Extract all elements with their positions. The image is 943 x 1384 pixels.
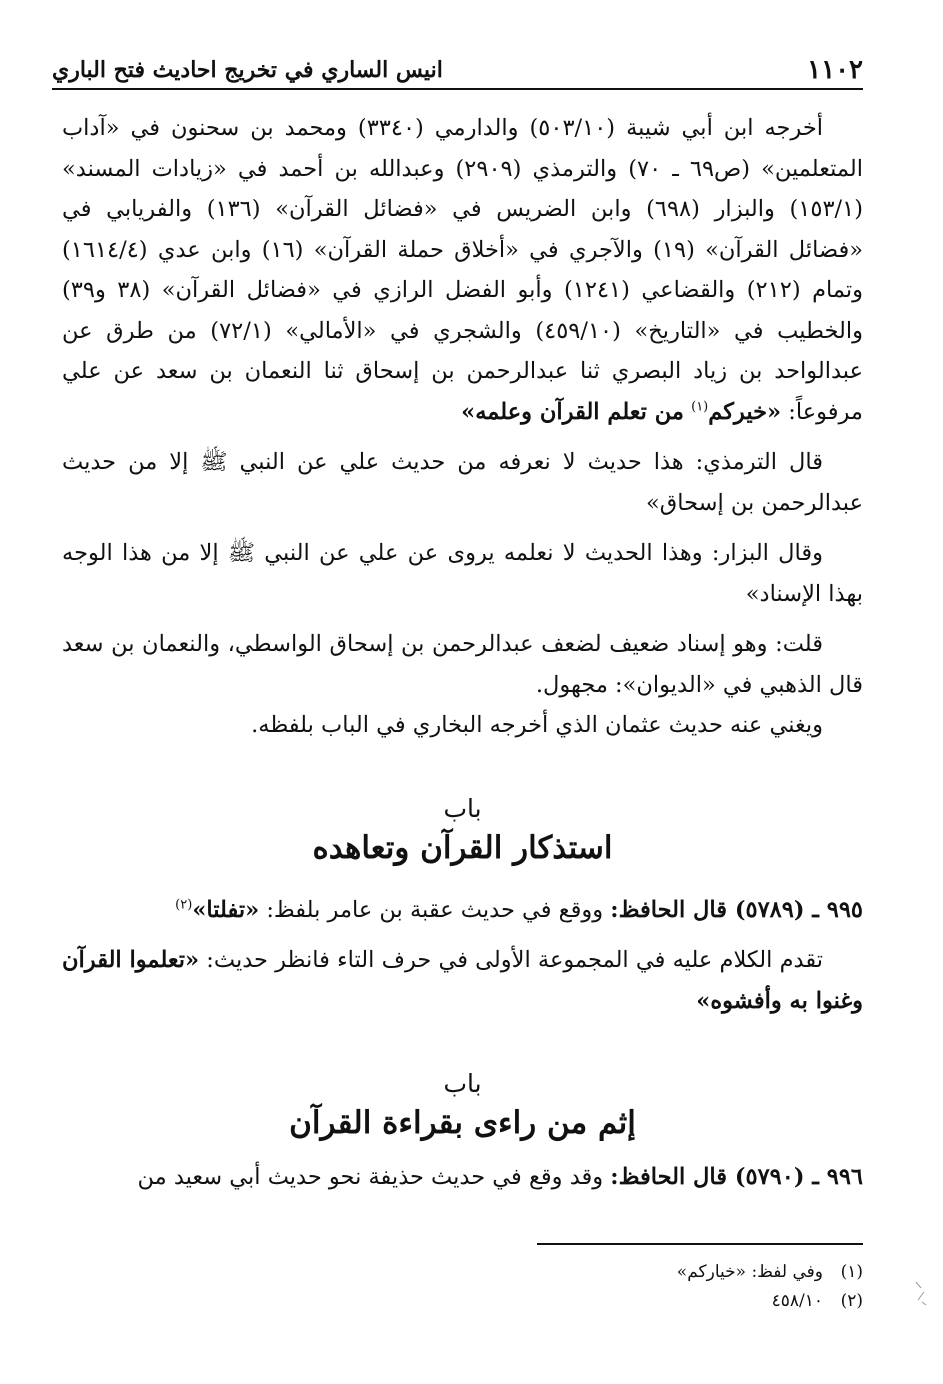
hadith-text: وقد وقع في حديث حذيفة نحو حديث أبي سعيد من bbox=[137, 1164, 604, 1190]
page-number: ١١٠٢ bbox=[807, 55, 863, 85]
bab-label: باب bbox=[443, 793, 482, 823]
footnotes bbox=[363, 1258, 863, 1316]
takhrij-text: أخرجه ابن أبي شيبة (٥٠٣/١٠) والدارمي (٣٣٤٠) ومحمد بن سحنون في «آداب المتعلمين» (ص٦٩ ـ ٧٠) والترمذي (٢٩٠٩) وعبدالله بن أحمد في «زيادات المسند» (١٥٣/١) والبزار (٦٩٨) وابن الضريس في «فضائل القرآن» (١٣٦) والفريابي في «فضائل القرآن» (١٩) والآجري في «أخلاق حملة القرآن» (١٦) وابن عدي (١٦١٤/٤) وتمام (٢١٢) والقضاعي (١٢٤١) وأبو الفضل الرازي في «فضائل القرآن» (٣٨ و٣٩) والخطيب في «التاريخ» (٤٥٩/١٠) والشجري في «الأمالي» (٧٢/١) من طرق عن عبدالواحد بن زياد البصري ثنا عبدالرحمن بن إسحاق ثنا النعمان بن سعد عن علي مرفوعاً: bbox=[62, 115, 864, 425]
page-body bbox=[62, 108, 863, 1198]
hadith-quote-end: من تعلم القرآن وعلمه» bbox=[461, 398, 684, 425]
author-verdict: قلت: وهو إسناد ضعيف لضعف عبدالرحمن بن إسحاق الواسطي، والنعمان بن سعد قال الذهبي في «الديوان»: مجهول. bbox=[62, 631, 863, 698]
hadith-996 bbox=[62, 1157, 863, 1198]
footnote-text: وفي لفظ: «خياركم» bbox=[676, 1262, 823, 1282]
chapter-title: استذكار القرآن وتعاهده bbox=[312, 829, 613, 866]
footnote-2 bbox=[363, 1287, 863, 1316]
footnote-1 bbox=[363, 1258, 863, 1287]
cross-reference bbox=[62, 940, 863, 1021]
bazzar-comment: وقال البزار: وهذا الحديث لا نعلمه يروى عن علي عن النبي ﷺ إلا من هذا الوجه بهذا الإسناد» bbox=[62, 540, 863, 607]
tirmidhi-comment: قال الترمذي: هذا حديث لا نعرفه من حديث علي عن النبي ﷺ إلا من حديث عبدالرحمن بن إسحاق» bbox=[62, 449, 863, 516]
scan-speck-icon bbox=[912, 1278, 930, 1308]
footnote-ref-2: (٢) bbox=[175, 897, 193, 912]
hadith-number: ٩٩٥ ـ (٥٧٨٩) قال الحافظ: bbox=[610, 896, 863, 923]
bab-label: باب bbox=[443, 1069, 482, 1098]
footnote-text: ٤٥٨/١٠ bbox=[771, 1291, 823, 1311]
footnote-number: (٢) bbox=[840, 1291, 863, 1311]
footnote-ref-1: (١) bbox=[691, 399, 709, 414]
footnote-number: (١) bbox=[840, 1262, 863, 1282]
page-header bbox=[52, 52, 863, 90]
hadith-number: ٩٩٦ ـ (٥٧٩٠) قال الحافظ: bbox=[610, 1164, 863, 1190]
footnote-divider bbox=[537, 1243, 863, 1245]
chapter-heading-1 bbox=[62, 792, 863, 870]
hadith-995 bbox=[62, 890, 863, 931]
author-note: ويغني عنه حديث عثمان الذي أخرجه البخاري في الباب بلفظه. bbox=[251, 712, 823, 738]
chapter-heading-2 bbox=[62, 1067, 863, 1145]
cross-reference-quote: «تعلموا القرآن وغنوا به وأفشوه» bbox=[62, 947, 863, 1014]
chapter-title: إثم من راءى بقراءة القرآن bbox=[289, 1105, 636, 1141]
cross-reference-text: تقدم الكلام عليه في المجموعة الأولى في حرف التاء فانظر حديث: bbox=[206, 947, 823, 973]
hadith-quote: «تفلتا» bbox=[192, 896, 260, 923]
takhrij-paragraph bbox=[62, 108, 863, 432]
running-title: انيس الساري في تخريج احاديث فتح الباري bbox=[52, 57, 443, 83]
hadith-quote-start: «خيركم bbox=[708, 398, 782, 425]
hadith-text: ووقع في حديث عقبة بن عامر بلفظ: bbox=[266, 896, 604, 923]
